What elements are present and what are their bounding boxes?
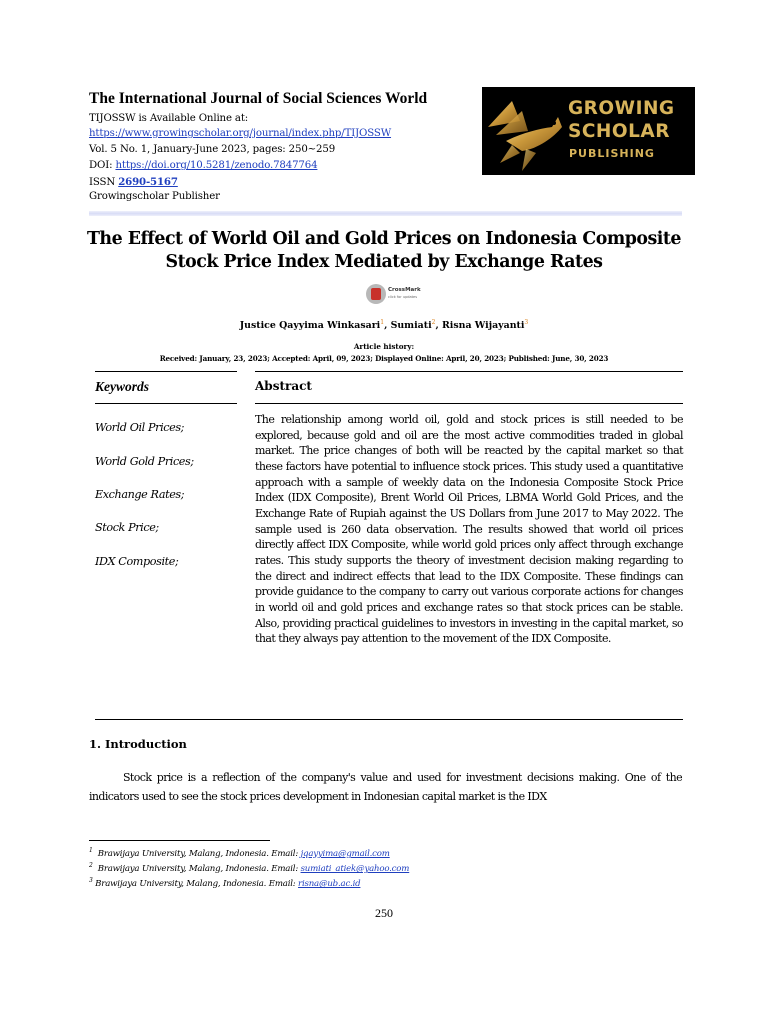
- author-name: Risna Wijayanti: [442, 320, 525, 332]
- crossmark-badge[interactable]: [366, 284, 421, 304]
- author-name: Sumiati: [390, 320, 432, 332]
- availability-text: TIJOSSW is Available Online at:: [89, 113, 249, 124]
- abstract-heading: Abstract: [255, 379, 312, 393]
- journal-url-link[interactable]: https://www.growingscholar.org/journal/index.php/TIJOSSW: [89, 128, 392, 139]
- crossmark-sub: click for updates: [388, 295, 418, 299]
- footnote-mark: 1: [89, 847, 93, 854]
- doi-label: DOI:: [89, 160, 116, 171]
- keyword-item: World Oil Prices;: [95, 421, 185, 434]
- author-list: Justice Qayyima Winkasari$^1$, Sumiati$^2$, Risna Wijayanti$^3$: [239, 319, 529, 332]
- footnote-mark: 3: [89, 877, 93, 884]
- divider: [95, 371, 237, 372]
- footnote-email-link[interactable]: jqayyima@gmail.com: [300, 848, 390, 859]
- footnote-text: Brawijaya University, Malang, Indonesia. Email:: [95, 878, 299, 889]
- crossmark-icon: [366, 284, 386, 304]
- logo-text-growing: GROWING: [568, 98, 675, 119]
- keyword-item: IDX Composite;: [95, 555, 179, 568]
- header-separator: [89, 211, 682, 216]
- divider: [255, 403, 683, 404]
- footnote-text: Brawijaya University, Malang, Indonesia. Email:: [97, 848, 301, 859]
- footnote-email-link[interactable]: risna@ub.ac.id: [298, 878, 361, 889]
- footnote: [89, 862, 409, 874]
- author-mark: 2: [431, 319, 436, 326]
- keyword-item: Exchange Rates;: [95, 488, 185, 501]
- author-mark: 3: [524, 319, 529, 326]
- divider: [95, 719, 683, 720]
- history-dates: Received: January, 23, 2023; Accepted: April, 09, 2023; Displayed Online: April, 20, 2023; Published: June, 30, 2023: [159, 354, 609, 363]
- journal-url-line: [89, 128, 391, 139]
- footnote: [89, 847, 390, 859]
- logo-text-scholar: SCHOLAR: [568, 121, 670, 142]
- issn-line: [89, 176, 178, 188]
- footnote-separator: [89, 840, 270, 841]
- issn-label: ISSN: [89, 177, 119, 188]
- introduction-text: Stock price is a reflection of the company's value and used for investment decisions making. One of the indicators used to see the stock prices development in Indonesian capital market is the IDX: [89, 771, 682, 803]
- footnote: [89, 877, 360, 889]
- keyword-item: World Gold Prices;: [95, 455, 194, 468]
- keyword-item: Stock Price;: [95, 521, 159, 534]
- publisher-logo: [482, 87, 695, 175]
- page-number: 250: [375, 906, 393, 920]
- author-mark: 1: [380, 319, 385, 326]
- divider: [255, 371, 683, 372]
- section-heading-introduction: 1. Introduction: [89, 737, 187, 751]
- keywords-heading: Keywords: [95, 379, 149, 394]
- footnote-email-link[interactable]: sumiati_atiek@yahoo.com: [300, 863, 410, 874]
- footnote-text: Brawijaya University, Malang, Indonesia. Email:: [97, 863, 301, 874]
- author-name: Justice Qayyima Winkasari: [239, 320, 381, 332]
- crossmark-label: CrossMark: [388, 287, 421, 293]
- logo-text-publishing: PUBLISHING: [569, 147, 655, 160]
- doi-line: [89, 160, 317, 171]
- paper-title: The Effect of World Oil and Gold Prices on Indonesia Composite Stock Price Index Mediated by Exchange Rates: [86, 229, 681, 272]
- journal-title: The International Journal of Social Sciences World: [89, 90, 428, 107]
- divider: [95, 403, 237, 404]
- history-label: Article history:: [353, 342, 415, 351]
- publisher-name: Growingscholar Publisher: [89, 191, 220, 202]
- volume-line: Vol. 5 No. 1, January-June 2023, pages: 250~259: [89, 144, 336, 155]
- footnote-mark: 2: [89, 862, 93, 869]
- abstract-text: The relationship among world oil, gold and stock prices is still needed to be explored, because gold and oil are the most active commodities traded in global market. The price changes of both will be reacted by the capital market so that these factors have potential to influence stock prices. This study used a quantitative approach with a sample of weekly data on the Indonesia Composite Stock Price Index (IDX Composite), Brent World Oil Prices, LBMA World Gold Prices, and the Exchange Rate of Rupiah against the US Dollars from June 2017 to May 2022. The sample used is 260 data observation. The results showed that world oil prices directly affect IDX Composite, while world gold prices only affect through exchange rates. This study supports the theory of investment decision making regarding to the direct and indirect effects that lead to the IDX Composite. These findings can provide guidance to the company to carry out various corporate actions for changes in world oil and gold prices and exchange rates so that stock prices can be stable. Also, providing practical guidelines to investors in investing in the capital market, so that they always pay attention to the movement of the IDX Composite.: [255, 413, 683, 646]
- issn-link[interactable]: 2690-5167: [118, 176, 178, 188]
- doi-link[interactable]: https://doi.org/10.5281/zenodo.7847764: [115, 160, 318, 171]
